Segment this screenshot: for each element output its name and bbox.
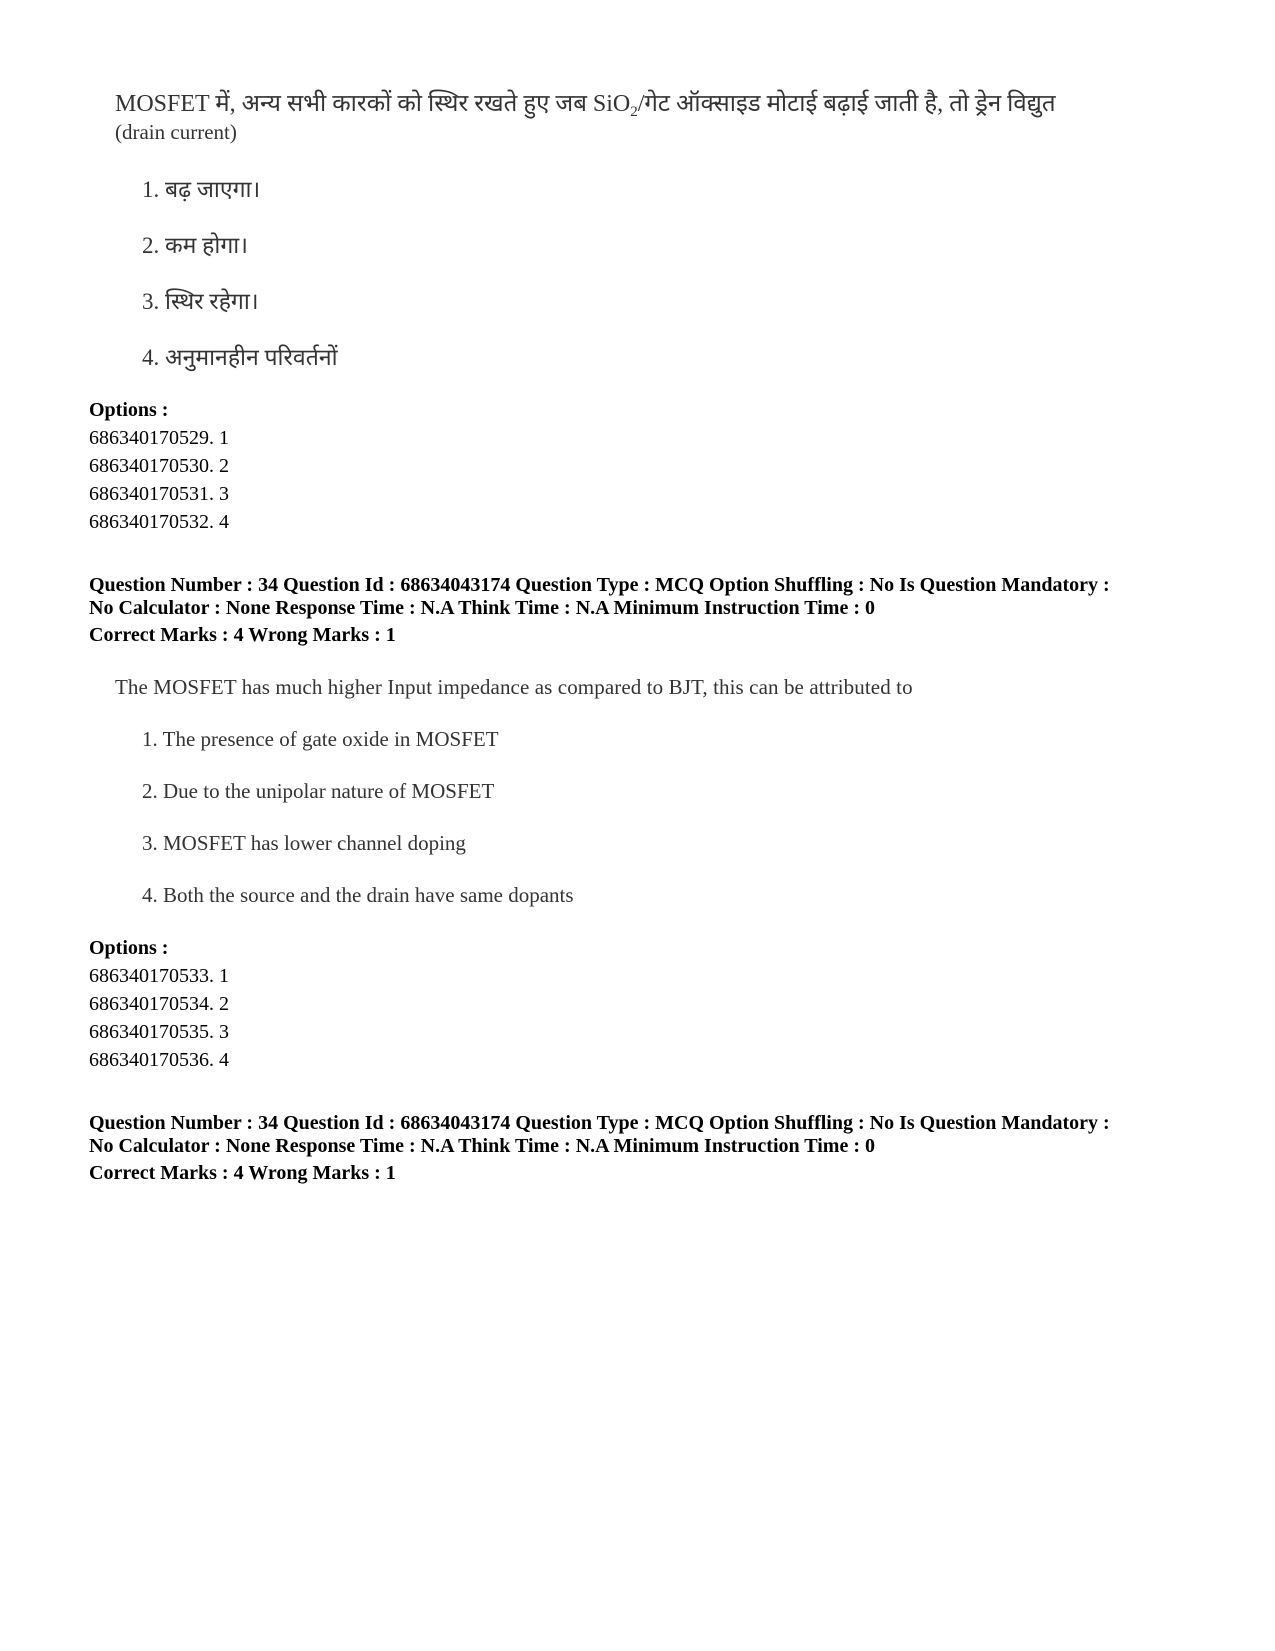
question-33-option-2: 686340170530. 2 [89,455,229,477]
question-33-choice-2: 2. कम होगा। [142,233,248,258]
question-33-text-b: /गेट ऑक्साइड मोटाई बढ़ाई जाती है, तो ड्रेन विद्युत [637,91,1056,117]
question-34-marks: Correct Marks : 4 Wrong Marks : 1 [89,624,396,646]
question-34-option-3: 686340170535. 3 [89,1021,229,1043]
question-34-choice-1: 1. The presence of gate oxide in MOSFET [142,727,499,751]
question-34-choice-3: 3. MOSFET has lower channel doping [142,831,466,855]
question-33-choice-3: 3. स्थिर रहेगा। [142,289,259,314]
question-34-repeat-marks: Correct Marks : 4 Wrong Marks : 1 [89,1162,396,1184]
question-33-text-line2: (drain current) [115,120,237,144]
question-33-option-3: 686340170531. 3 [89,483,229,505]
question-34-option-4: 686340170536. 4 [89,1049,229,1071]
question-33-option-4: 686340170532. 4 [89,511,229,533]
question-34-repeat-meta-line2: No Calculator : None Response Time : N.A Think Time : N.A Minimum Instruction Time : 0 [89,1135,875,1157]
question-33-subscript: 2 [630,104,638,120]
question-33-options-label: Options : [89,399,169,421]
question-33-choice-1: 1. बढ़ जाएगा। [142,177,261,202]
question-33-choice-4: 4. अनुमानहीन परिवर्तनों [142,345,338,370]
question-34-repeat-meta-line1: Question Number : 34 Question Id : 68634043174 Question Type : MCQ Option Shuffling : No Is Question Mandatory : [89,1112,1110,1134]
question-34-choice-4: 4. Both the source and the drain have same dopants [142,883,574,907]
question-34-choice-2: 2. Due to the unipolar nature of MOSFET [142,779,495,803]
question-34-text: The MOSFET has much higher Input impedance as compared to BJT, this can be attributed to [115,675,913,699]
question-34-meta-line1: Question Number : 34 Question Id : 68634043174 Question Type : MCQ Option Shuffling : No Is Question Mandatory : [89,574,1110,596]
question-34-option-2: 686340170534. 2 [89,993,229,1015]
question-33-text-line1 [115,86,1056,121]
question-34-option-1: 686340170533. 1 [89,965,229,987]
question-34-meta-line2: No Calculator : None Response Time : N.A Think Time : N.A Minimum Instruction Time : 0 [89,597,875,619]
question-33-option-1: 686340170529. 1 [89,427,229,449]
question-34-options-label: Options : [89,937,169,959]
question-33-text-a: MOSFET में, अन्य सभी कारकों को स्थिर रखते हुए जब SiO [115,91,631,117]
